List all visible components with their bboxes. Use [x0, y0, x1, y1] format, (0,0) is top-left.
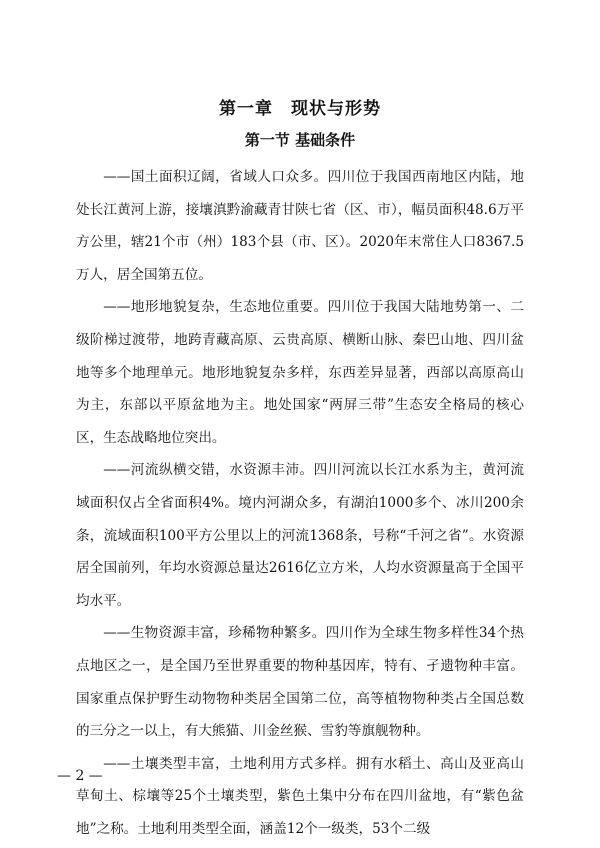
section-title: 第一节 基础条件 — [244, 131, 356, 149]
body-text — [76, 161, 524, 845]
paragraph-biological-resources: ——生物资源丰富，珍稀物种繁多。四川作为全球生物多样性34个热点地区之一，是全国乃至世界重要的物种基因库，特有、孑遗物种丰富。国家重点保护野生动物物种类居全国第二位，高等植物物种类占全国总数的三分之一以上，有大熊猫、川金丝猴、雪豹等旗舰物种。 — [76, 625, 524, 740]
page-number: — 2 — — [57, 768, 103, 784]
paragraph-land-population: ——国土面积辽阔，省域人口众多。四川位于我国西南地区内陆，地处长江黄河上游，接壤滇黔渝藏青甘陕七省（区、市），幅员面积48.6万平方公里，辖21个市（州）183个县（市、区）。2020年末常住人口8367.5万人，居全国第五位。 — [76, 169, 524, 283]
paragraph-soil-land-use: ——土壤类型丰富，土地利用方式多样。拥有水稻土、高山及亚高山草甸土、棕壤等25个土壤类型，紫色土集中分布在四川盆地，有“紫色盆地”之称。土地利用类型全面，涵盖12个一级类，53个二级 — [76, 755, 524, 837]
paragraph-rivers-water: ——河流纵横交错，水资源丰沛。四川河流以长江水系为主，黄河流域面积仅占全省面积4%。境内河湖众多，有湖泊1000多个、冰川200余条，流域面积100平方公里以上的河流1368条，号称“千河之省”。水资源居全国前列，年均水资源总量达2616亿立方米，人均水资源量高于全国平均水平。 — [76, 462, 524, 609]
chapter-title: 第一章 现状与形势 — [219, 99, 381, 119]
paragraph-terrain-ecology: ——地形地貌复杂，生态地位重要。四川位于我国大陆地势第一、二级阶梯过渡带，地跨青藏高原、云贵高原、横断山脉、秦巴山地、四川盆地等多个地理单元。地形地貌复杂多样，东西差异显著，西部以高原高山为主，东部以平原盆地为主。地处国家“两屏三带”生态安全格局的核心区，生态战略地位突出。 — [76, 299, 524, 446]
